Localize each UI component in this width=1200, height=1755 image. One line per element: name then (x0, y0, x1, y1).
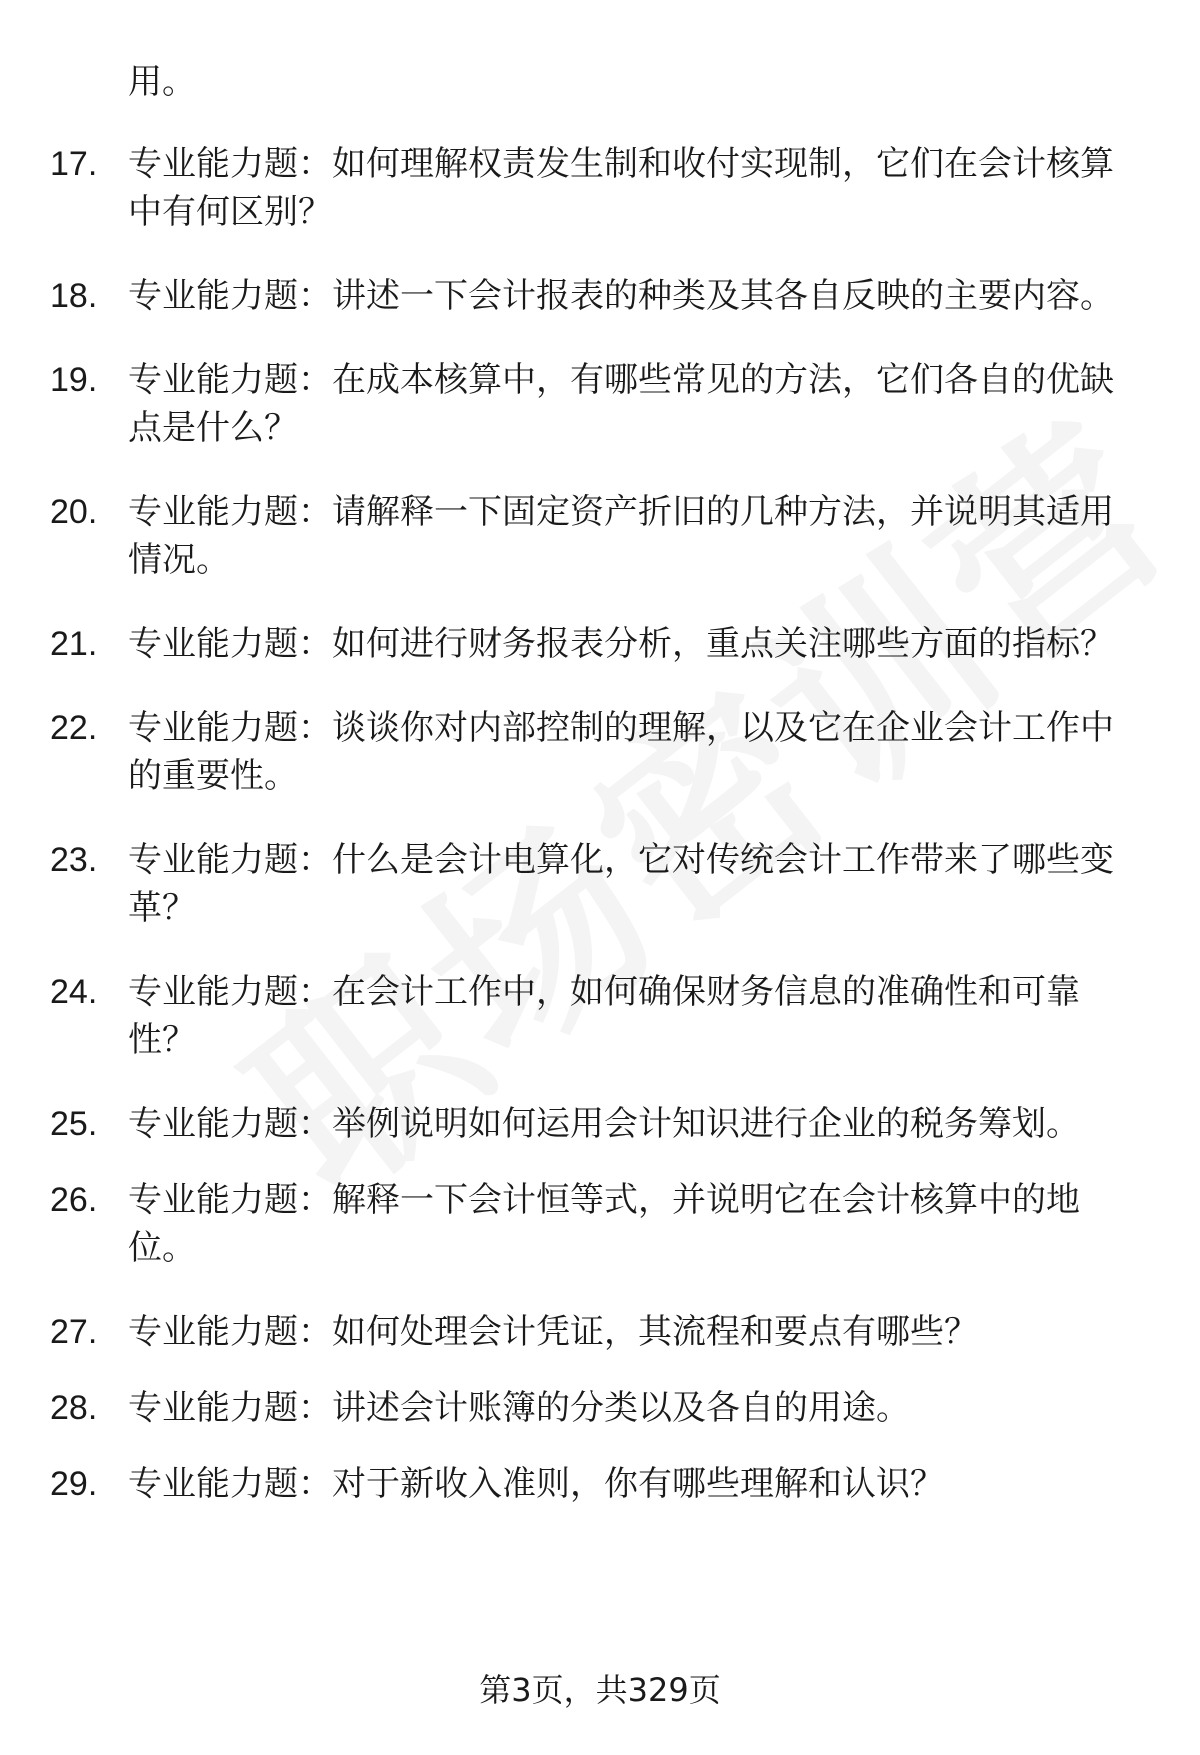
question-text: 专业能力题：讲述一下会计报表的种类及其各自反映的主要内容。 (128, 276, 1114, 316)
question-item (0, 1100, 1200, 1148)
question-item (0, 968, 1200, 1064)
question-text: 专业能力题：解释一下会计恒等式，并说明它在会计核算中的地位。 (128, 1180, 1080, 1268)
question-item (0, 488, 1200, 584)
question-item (0, 140, 1200, 236)
question-item (0, 272, 1200, 320)
question-number: 29. (50, 1465, 98, 1503)
question-number: 19. (50, 361, 98, 399)
question-number: 17. (50, 145, 98, 183)
question-number: 28. (50, 1389, 98, 1427)
question-item (0, 1176, 1200, 1272)
question-text: 专业能力题：如何处理会计凭证，其流程和要点有哪些？ (128, 1312, 978, 1352)
question-text: 专业能力题：举例说明如何运用会计知识进行企业的税务筹划。 (128, 1104, 1080, 1144)
question-number: 26. (50, 1181, 98, 1219)
question-text: 专业能力题：对于新收入准则，你有哪些理解和认识？ (128, 1464, 944, 1504)
question-item (0, 1384, 1200, 1432)
question-number: 18. (50, 277, 98, 315)
question-text: 专业能力题：在成本核算中，有哪些常见的方法，它们各自的优缺点是什么？ (128, 360, 1114, 448)
question-number: 27. (50, 1313, 98, 1351)
continuation-text: 用。 (128, 62, 196, 102)
question-item (0, 1308, 1200, 1356)
question-number: 20. (50, 493, 98, 531)
question-number: 21. (50, 625, 98, 663)
question-item (0, 1460, 1200, 1508)
question-item (0, 836, 1200, 932)
question-number: 22. (50, 709, 98, 747)
question-number: 23. (50, 841, 98, 879)
question-number: 25. (50, 1105, 98, 1143)
question-item (0, 704, 1200, 800)
question-text: 专业能力题：讲述会计账簿的分类以及各自的用途。 (128, 1388, 910, 1428)
question-text: 专业能力题：如何理解权责发生制和收付实现制，它们在会计核算中有何区别？ (128, 144, 1114, 232)
question-text: 专业能力题：请解释一下固定资产折旧的几种方法，并说明其适用情况。 (128, 492, 1114, 580)
question-number: 24. (50, 973, 98, 1011)
question-text: 专业能力题：谈谈你对内部控制的理解，以及它在企业会计工作中的重要性。 (128, 708, 1114, 796)
question-text: 专业能力题：在会计工作中，如何确保财务信息的准确性和可靠性？ (128, 972, 1080, 1060)
question-list (0, 140, 1200, 1536)
page-footer: 第3页，共329页 (479, 1671, 721, 1709)
question-item (0, 620, 1200, 668)
question-text: 专业能力题：如何进行财务报表分析，重点关注哪些方面的指标？ (128, 624, 1114, 664)
question-text: 专业能力题：什么是会计电算化，它对传统会计工作带来了哪些变革？ (128, 840, 1114, 928)
question-item (0, 356, 1200, 452)
